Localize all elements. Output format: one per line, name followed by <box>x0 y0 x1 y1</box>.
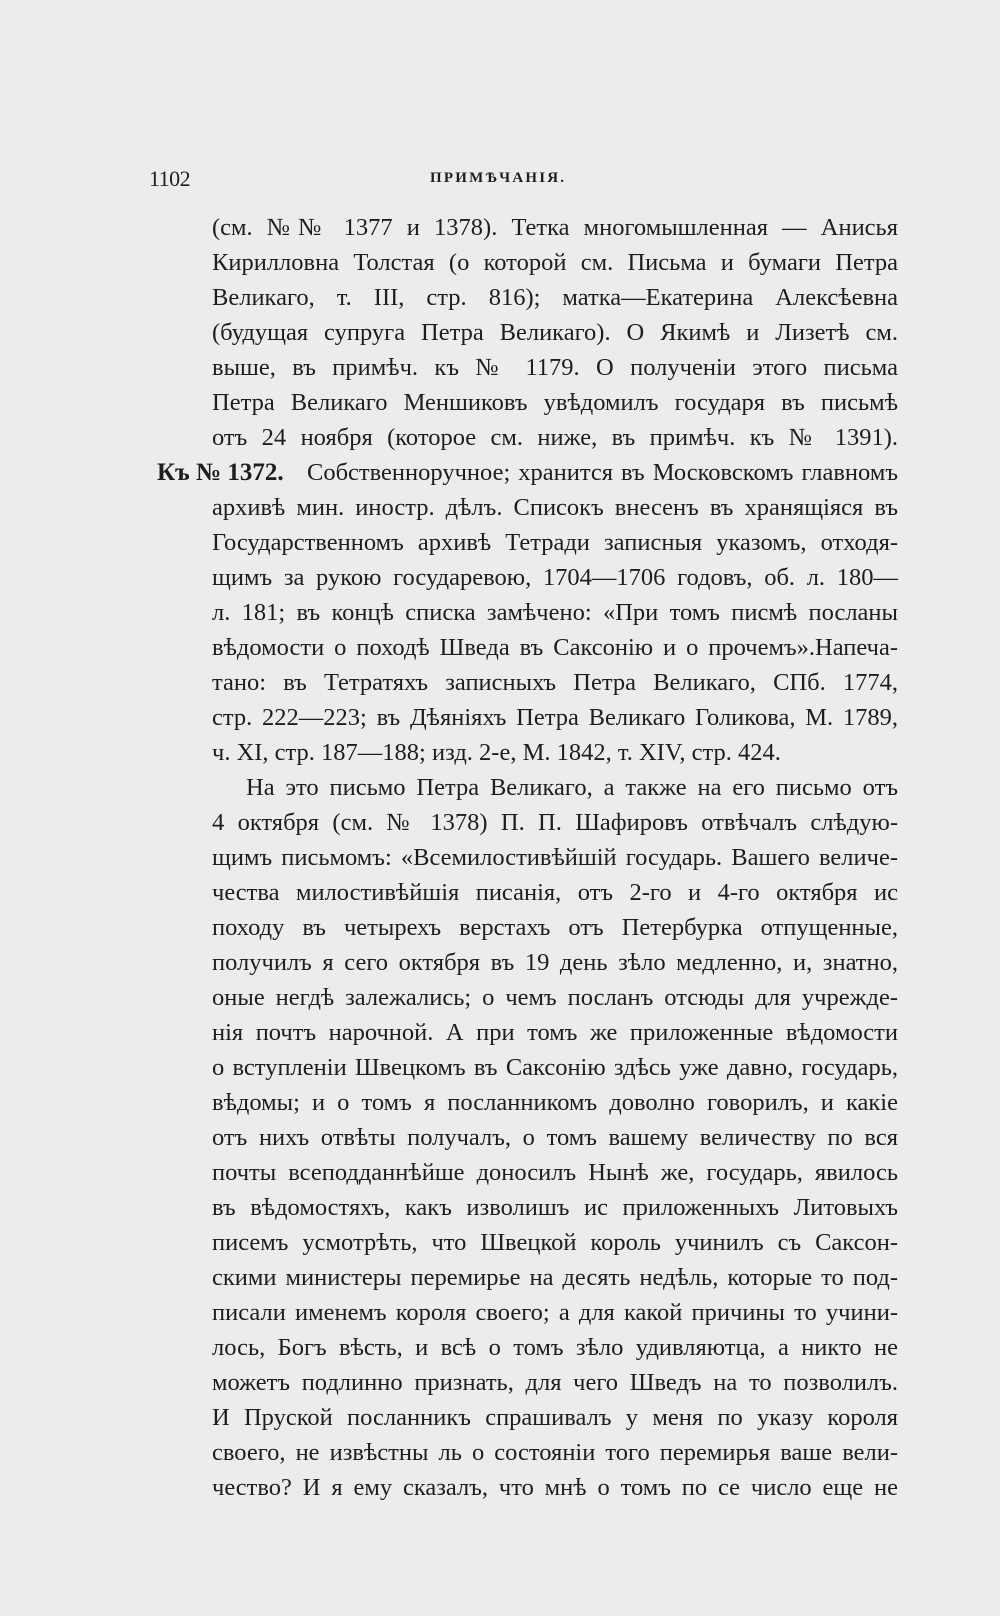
paragraph-line: отъ нихъ отвѣты получалъ, о томъ вашему величеству по вся <box>212 1124 898 1151</box>
note-line: вѣдомости о походѣ Шведа въ Саксонію и о прочемъ».Напеча- <box>212 634 898 661</box>
paragraph-line: щимъ письмомъ: «Всемилостивѣйшій государь. Вашего величе- <box>212 844 898 871</box>
paragraph-line: въ вѣдомостяхъ, какъ изволишъ ис приложенныхъ Литовыхъ <box>212 1194 898 1221</box>
note-line: архивѣ мин. иностр. дѣлъ. Списокъ внесенъ въ хранящіяся въ <box>212 494 898 521</box>
paragraph-line: На это письмо Петра Великаго, а также на его письмо отъ <box>246 774 898 801</box>
running-title: ПРИМѢЧАНІЯ. <box>430 170 567 186</box>
note-line: отъ 24 ноября (которое см. ниже, въ примѣч. къ № 1391). <box>212 424 898 451</box>
note-line: Великаго, т. III, стр. 816); матка—Екатерина Алексѣевна <box>212 284 898 311</box>
note-line: ч. XI, стр. 187—188; изд. 2-е, М. 1842, т. XIV, стр. 424. <box>212 739 781 766</box>
paragraph-line: почты всеподданнѣйше доносилъ Нынѣ же, государь, явилось <box>212 1159 898 1186</box>
note-line: (будущая супруга Петра Великаго). О Якимѣ и Лизетѣ см. <box>212 319 898 346</box>
paragraph-line: своего, не извѣстны ль о состояніи того перемирья ваше вели- <box>212 1439 898 1466</box>
paragraph-line: И Пруской посланникъ спрашивалъ у меня по указу короля <box>212 1404 898 1431</box>
note-line: щимъ за рукою государевою, 1704—1706 годовъ, об. л. 180— <box>212 564 898 591</box>
note-line: л. 181; въ концѣ списка замѣчено: «При томъ писмѣ посланы <box>212 599 898 626</box>
paragraph-line: чество? И я ему сказалъ, что мнѣ о томъ по се число еще не <box>212 1474 898 1501</box>
note-line: выше, въ примѣч. къ № 1179. О полученіи этого письма <box>212 354 898 381</box>
paragraph-line: писемъ усмотрѣть, что Швецкой король учинилъ съ Саксон- <box>212 1229 898 1256</box>
page-number: 1102 <box>149 166 191 191</box>
paragraph-line: оные негдѣ залежались; о чемъ посланъ отсюды для учрежде- <box>212 984 898 1011</box>
note-label: Къ № 1372. <box>157 459 284 486</box>
paragraph-line: получилъ я сего октября въ 19 день зѣло медленно, и, знатно, <box>212 949 898 976</box>
note-line: Петра Великаго Меншиковъ увѣдомилъ государя въ письмѣ <box>212 389 898 416</box>
paragraph-line: вѣдомы; и о томъ я посланникомъ доволно говорилъ, и какіе <box>212 1089 898 1116</box>
paragraph-line: лось, Богъ вѣсть, и всѣ о томъ зѣло удивляютца, а никто не <box>212 1334 898 1361</box>
note-line: Кирилловна Толстая (о которой см. Письма и бумаги Петра <box>212 249 898 276</box>
note-line: Собственноручное; хранится въ Московскомъ главномъ <box>307 459 898 486</box>
paragraph-line: писали именемъ короля своего; а для какой причины то учини- <box>212 1299 898 1326</box>
paragraph-line: нія почтъ нарочной. А при томъ же приложенные вѣдомости <box>212 1019 898 1046</box>
paragraph-line: чества милостивѣйшія писанія, отъ 2-го и 4-го октября ис <box>212 879 898 906</box>
paragraph-line: можетъ подлинно признать, для чего Шведъ на то позволилъ. <box>212 1369 898 1396</box>
paragraph-line: походу въ четырехъ верстахъ отъ Петербурка отпущенные, <box>212 914 898 941</box>
paragraph-line: 4 октября (см. № 1378) П. П. Шафировъ отвѣчалъ слѣдую- <box>212 809 898 836</box>
note-line: Государственномъ архивѣ Тетради записныя указомъ, отходя- <box>212 529 898 556</box>
paragraph-line: скими министеры перемирье на десять недѣль, которые то под- <box>212 1264 898 1291</box>
note-line: (см. №№ 1377 и 1378). Тетка многомышленная — Анисья <box>212 214 898 241</box>
paragraph-line: о вступленіи Швецкомъ въ Саксонію здѣсь уже давно, государь, <box>212 1054 898 1081</box>
note-line: стр. 222—223; въ Дѣяніяхъ Петра Великаго Голикова, М. 1789, <box>212 704 898 731</box>
note-line: тано: въ Тетратяхъ записныхъ Петра Великаго, СПб. 1774, <box>212 669 898 696</box>
